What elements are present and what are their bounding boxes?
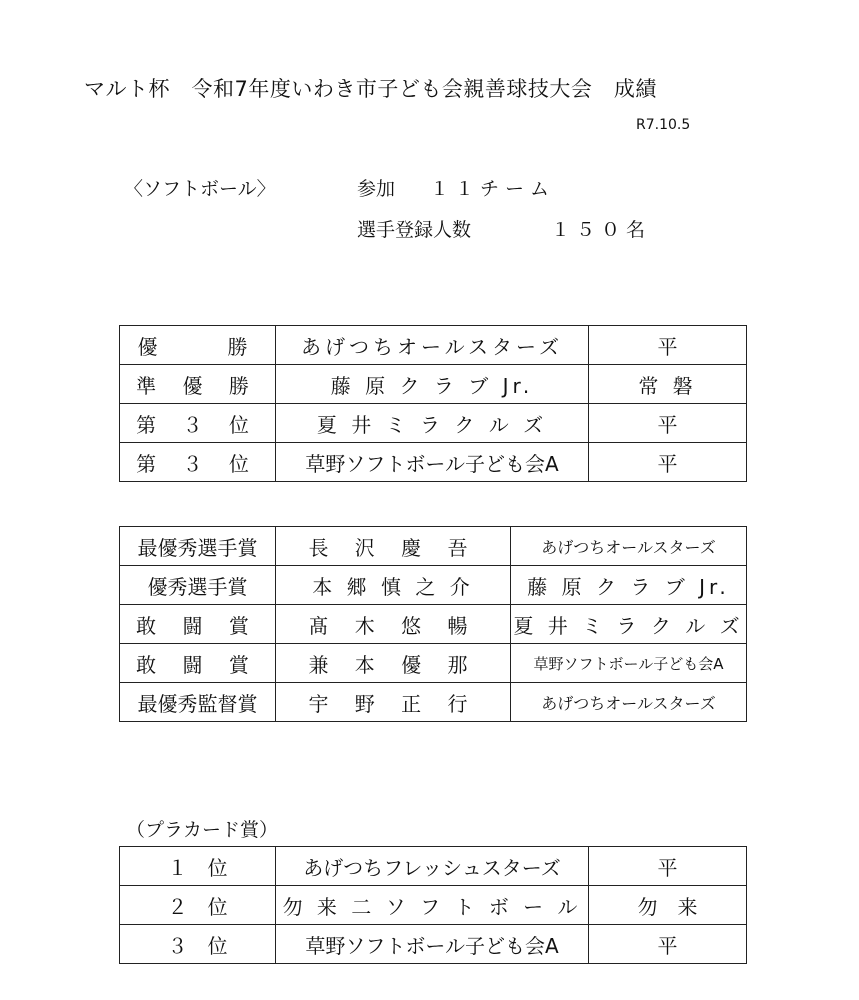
rank-district: 平 [589, 404, 747, 443]
table-row [120, 566, 747, 605]
table-row [120, 644, 747, 683]
award-team: あげつちオールスターズ [511, 527, 747, 566]
placard-district: 平 [589, 925, 747, 964]
placard-team: 勿 来 二 ソ フ ト ボ ー ル [276, 886, 589, 925]
rank-district: 平 [589, 326, 747, 365]
rank-place: 優 勝 [120, 326, 276, 365]
award-team: あげつちオールスターズ [511, 683, 747, 722]
award-name: 長 沢 慶 吾 [276, 527, 511, 566]
rank-team: あげつちオールスターズ [276, 326, 589, 365]
placard-district: 勿 来 [589, 886, 747, 925]
teams-value: １１チーム [430, 178, 556, 200]
award-team: 夏 井 ミ ラ ク ル ズ [511, 605, 747, 644]
document-date: R7.10.5 [636, 117, 691, 133]
rank-team: 藤 原 ク ラ ブ Jr. [276, 365, 589, 404]
table-row [120, 925, 747, 964]
rank-district: 常 磐 [589, 365, 747, 404]
award-name: 本 郷 慎 之 介 [276, 566, 511, 605]
award-name: 宇 野 正 行 [276, 683, 511, 722]
rank-place: 準 優 勝 [120, 365, 276, 404]
award-name: 兼 本 優 那 [276, 644, 511, 683]
awards-table [119, 526, 747, 722]
placard-place: ２ 位 [120, 886, 276, 925]
rank-place: 第 ３ 位 [120, 443, 276, 482]
table-row [120, 443, 747, 482]
table-row [120, 326, 747, 365]
players-value: １５０名 [551, 219, 652, 241]
award-team: 藤 原 ク ラ ブ Jr. [511, 566, 747, 605]
table-row [120, 527, 747, 566]
document-title: マルト杯 令和7年度いわき市子ども会親善球技大会 成績 [84, 77, 657, 101]
placard-place: １ 位 [120, 847, 276, 886]
placard-table [119, 846, 747, 964]
placard-place: ３ 位 [120, 925, 276, 964]
award-title: 最優秀選手賞 [120, 527, 276, 566]
table-row [120, 847, 747, 886]
placard-heading: （プラカード賞） [126, 819, 279, 841]
award-title: 最優秀監督賞 [120, 683, 276, 722]
award-title: 敢 闘 賞 [120, 644, 276, 683]
placard-team: 草野ソフトボール子ども会A [276, 925, 589, 964]
category-label: 〈ソフトボール〉 [124, 178, 276, 200]
table-row [120, 404, 747, 443]
rank-district: 平 [589, 443, 747, 482]
award-title: 敢 闘 賞 [120, 605, 276, 644]
table-row [120, 605, 747, 644]
rank-place: 第 ３ 位 [120, 404, 276, 443]
award-team: 草野ソフトボール子ども会A [511, 644, 747, 683]
teams-label: 参加 [357, 178, 396, 200]
rankings-table [119, 325, 747, 482]
placard-team: あげつちフレッシュスターズ [276, 847, 589, 886]
award-name: 髙 木 悠 暢 [276, 605, 511, 644]
award-title: 優秀選手賞 [120, 566, 276, 605]
table-row [120, 365, 747, 404]
players-label: 選手登録人数 [357, 219, 472, 241]
placard-district: 平 [589, 847, 747, 886]
rank-team: 夏 井 ミ ラ ク ル ズ [276, 404, 589, 443]
table-row [120, 886, 747, 925]
table-row [120, 683, 747, 722]
rank-team: 草野ソフトボール子ども会A [276, 443, 589, 482]
